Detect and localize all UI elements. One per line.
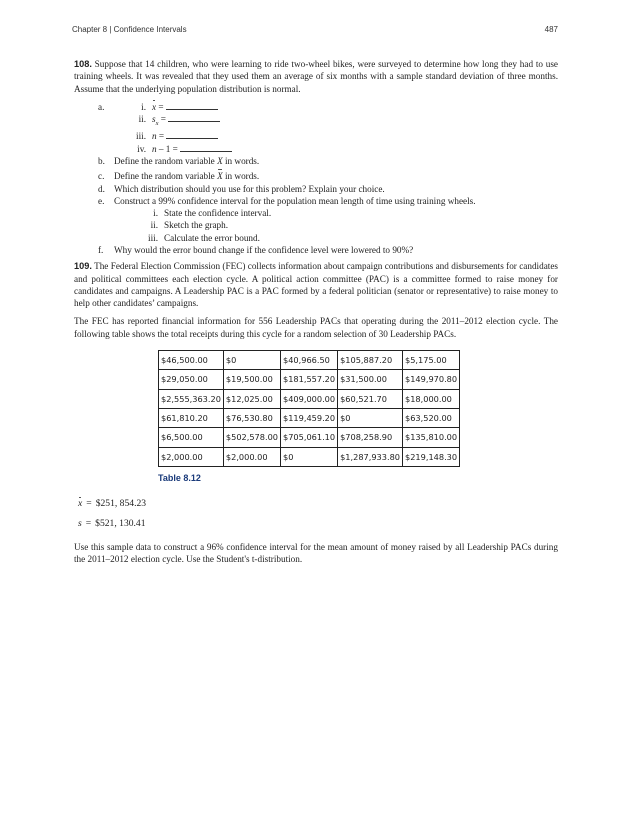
table-cell: $5,175.00 bbox=[403, 351, 460, 370]
part-d: d. Which distribution should you use for this problem? Explain your choice. bbox=[98, 183, 385, 194]
problem-109-table-intro: The FEC has reported financial information for 556 Leadership PACs that operating during the 2011–2012 election cycle. The following table shows the total receipts during this cycle for a random selection of 30 Leadership PACs. bbox=[74, 316, 558, 339]
part-a-item: ii. $s_x$ = bbox=[74, 113, 558, 130]
part-e: e. Construct a 99% confidence interval for the population mean length of time using training wheels. i. State the confidence interval. ii. Sketch the graph. iii. Calculate the error bound. bbox=[74, 195, 558, 244]
chapter-title: Chapter 8 | Confidence Intervals bbox=[72, 25, 187, 34]
table-cell: $2,000.00 bbox=[223, 447, 280, 466]
table-cell: $6,500.00 bbox=[159, 428, 224, 447]
problem-108-number: 108. bbox=[74, 59, 92, 69]
table-cell: $12,025.00 bbox=[223, 389, 280, 408]
table-cell: $0 bbox=[338, 408, 403, 427]
part-a-item: iii. n = bbox=[74, 130, 558, 142]
part-b: b. Define the random variable X in words. bbox=[98, 155, 260, 166]
sample-mean: x = $251, 854.23 bbox=[78, 498, 147, 510]
table-cell: $149,970.80 bbox=[403, 370, 460, 389]
answer-blank[interactable] bbox=[180, 144, 232, 152]
table-cell: $40,966.50 bbox=[281, 351, 338, 370]
answer-blank[interactable] bbox=[168, 114, 220, 122]
answer-blank[interactable] bbox=[166, 131, 218, 139]
problem-109-text: 109. The Federal Election Commission (FEC) collects information about campaign contributions and disbursements for candidates and political committees each election cycle. A political action committee (PAC) is a committee formed to raise money for candidates and campaigns. A Leadership PAC is a PAC formed by a federal politician (senator or representative) to raise money to help other candidates’ campaigns. bbox=[74, 261, 558, 309]
table-cell: $18,000.00 bbox=[403, 389, 460, 408]
problem-108-text: 108. Suppose that 14 children, who were learning to ride two-wheel bikes, were surveyed to determine how long they had to use training wheels. It was revealed that they used them an average of six months with a sample standard deviation of three months. Assume that the underlying population distribution is normal. bbox=[74, 59, 558, 94]
table-cell: $0 bbox=[223, 351, 280, 370]
part-e-item: iii. Calculate the error bound. bbox=[148, 232, 260, 243]
table-cell: $0 bbox=[281, 447, 338, 466]
running-header bbox=[72, 25, 558, 37]
random-variable-xbar: X bbox=[217, 171, 223, 182]
part-f: f. Why would the error bound change if the confidence level were lowered to 90%? bbox=[98, 244, 414, 255]
table-row bbox=[159, 389, 460, 408]
part-a-item: iv. n – 1 = bbox=[74, 143, 558, 155]
random-variable-x: X bbox=[217, 155, 223, 166]
table-cell: $63,520.00 bbox=[403, 408, 460, 427]
part-e-item: i. State the confidence interval. bbox=[153, 208, 272, 219]
table-cell: $60,521.70 bbox=[338, 389, 403, 408]
table-cell: $19,500.00 bbox=[223, 370, 280, 389]
part-e-item: ii. Sketch the graph. bbox=[150, 220, 229, 231]
table-cell: $502,578.00 bbox=[223, 428, 280, 447]
table-cell: $105,887.20 bbox=[338, 351, 403, 370]
table-cell: $2,555,363.20 bbox=[159, 389, 224, 408]
table-cell: $705,061.10 bbox=[281, 428, 338, 447]
table-cell: $135,810.00 bbox=[403, 428, 460, 447]
table-cell: $46,500.00 bbox=[159, 351, 224, 370]
sample-sd: s = $521, 130.41 bbox=[78, 518, 146, 530]
table-cell: $1,287,933.80 bbox=[338, 447, 403, 466]
page-content bbox=[74, 58, 558, 571]
part-a-item: i. x = bbox=[74, 101, 558, 113]
table-cell: $76,530.80 bbox=[223, 408, 280, 427]
answer-blank[interactable] bbox=[166, 102, 218, 110]
table-cell: $61,810.20 bbox=[159, 408, 224, 427]
table-cell: $2,000.00 bbox=[159, 447, 224, 466]
table-cell: $29,050.00 bbox=[159, 370, 224, 389]
table-row bbox=[159, 428, 460, 447]
problem-109-instruction: Use this sample data to construct a 96% confidence interval for the mean amount of money raised by all Leadership PACs during the 2011–2012 election cycle. Use the Student's t-distribution. bbox=[74, 541, 558, 565]
part-a-items bbox=[114, 101, 558, 155]
table-cell: $181,557.20 bbox=[281, 370, 338, 389]
problem-109-number: 109. bbox=[74, 261, 92, 272]
table-row bbox=[159, 408, 460, 427]
table-cell: $119,459.20 bbox=[281, 408, 338, 427]
table-row bbox=[159, 447, 460, 466]
leadership-pac-table bbox=[158, 350, 460, 467]
table-caption: Table 8.12 bbox=[158, 472, 201, 483]
table-cell: $31,500.00 bbox=[338, 370, 403, 389]
page-number: 487 bbox=[544, 25, 558, 34]
table-row bbox=[159, 351, 460, 370]
part-c: c. Define the random variable X in words. bbox=[98, 171, 260, 182]
table-cell: $219,148.30 bbox=[403, 447, 460, 466]
part-a: a. i. x = ii. $s_x$ = iii. n = iv. n – 1 = bbox=[74, 101, 558, 155]
table-row bbox=[159, 370, 460, 389]
part-e-items bbox=[114, 207, 558, 244]
table-cell: $409,000.00 bbox=[281, 389, 338, 408]
table-cell: $708,258.90 bbox=[338, 428, 403, 447]
problem-108-parts bbox=[74, 101, 558, 256]
